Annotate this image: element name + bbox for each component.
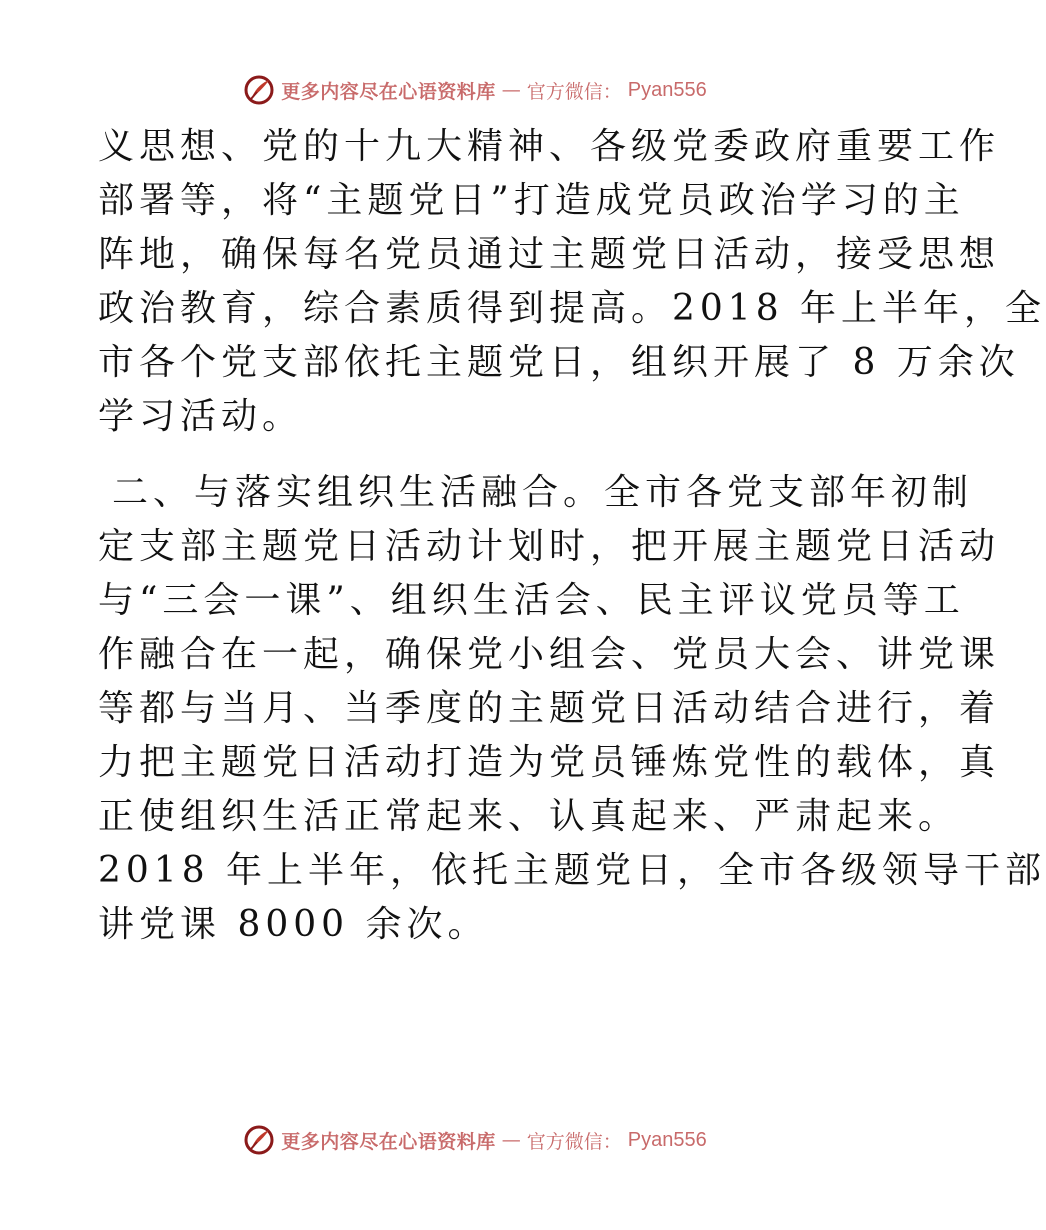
- paragraph-line: 义思想、党的十九大精神、各级党委政府重要工作: [98, 126, 1001, 167]
- paragraph-line: 力把主题党日活动打造为党员锤炼党性的载体，真: [98, 742, 1001, 783]
- header-wechat-label: 官方微信：: [526, 80, 622, 103]
- paragraph-line: 2018 年上半年，依托主题党日，全市各级领导干部: [98, 850, 1046, 891]
- paragraph-line: 作融合在一起，确保党小组会、党员大会、讲党课: [98, 634, 1001, 675]
- paragraph-1: [98, 120, 1046, 444]
- footer-separator: —: [501, 1129, 521, 1151]
- section-heading-line: 二、与落实组织生活融合。全市各党支部年初制: [112, 472, 974, 513]
- paragraph-line: 正使组织生活正常起来、认真起来、严肃起来。: [98, 796, 960, 837]
- paragraph-line: 讲党课 8000 余次。: [98, 904, 489, 945]
- header-promo-text: 更多内容尽在心语资料库: [281, 80, 496, 103]
- paragraph-line: 市各个党支部依托主题党日，组织开展了 8 万余次: [98, 342, 1020, 383]
- document-body: [98, 120, 1046, 952]
- paragraph-line: 学习活动。: [98, 396, 304, 437]
- paragraph-line: 部署等，将“主题党日”打造成党员政治学习的主: [98, 180, 965, 221]
- paragraph-2: [98, 466, 1046, 952]
- header-wechat-id: Pyan556: [627, 78, 707, 101]
- footer-promo-text: 更多内容尽在心语资料库: [281, 1130, 496, 1153]
- feather-logo-icon: [243, 1124, 275, 1156]
- paragraph-line: 定支部主题党日活动计划时，把开展主题党日活动: [98, 526, 1001, 567]
- footer-wechat-id: Pyan556: [627, 1128, 707, 1151]
- header-separator: —: [501, 79, 521, 101]
- feather-logo-icon: [243, 74, 275, 106]
- paragraph-line: 政治教育，综合素质得到提高。2018 年上半年，全: [98, 288, 1046, 329]
- paragraph-line: 阵地，确保每名党员通过主题党日活动，接受思想: [98, 234, 1001, 275]
- paragraph-line: 等都与当月、当季度的主题党日活动结合进行，着: [98, 688, 1001, 729]
- footer-wechat-label: 官方微信：: [526, 1130, 622, 1153]
- header-watermark: [0, 70, 950, 110]
- footer-watermark: [0, 1120, 950, 1160]
- paragraph-line: 与“三会一课”、组织生活会、民主评议党员等工: [98, 580, 965, 621]
